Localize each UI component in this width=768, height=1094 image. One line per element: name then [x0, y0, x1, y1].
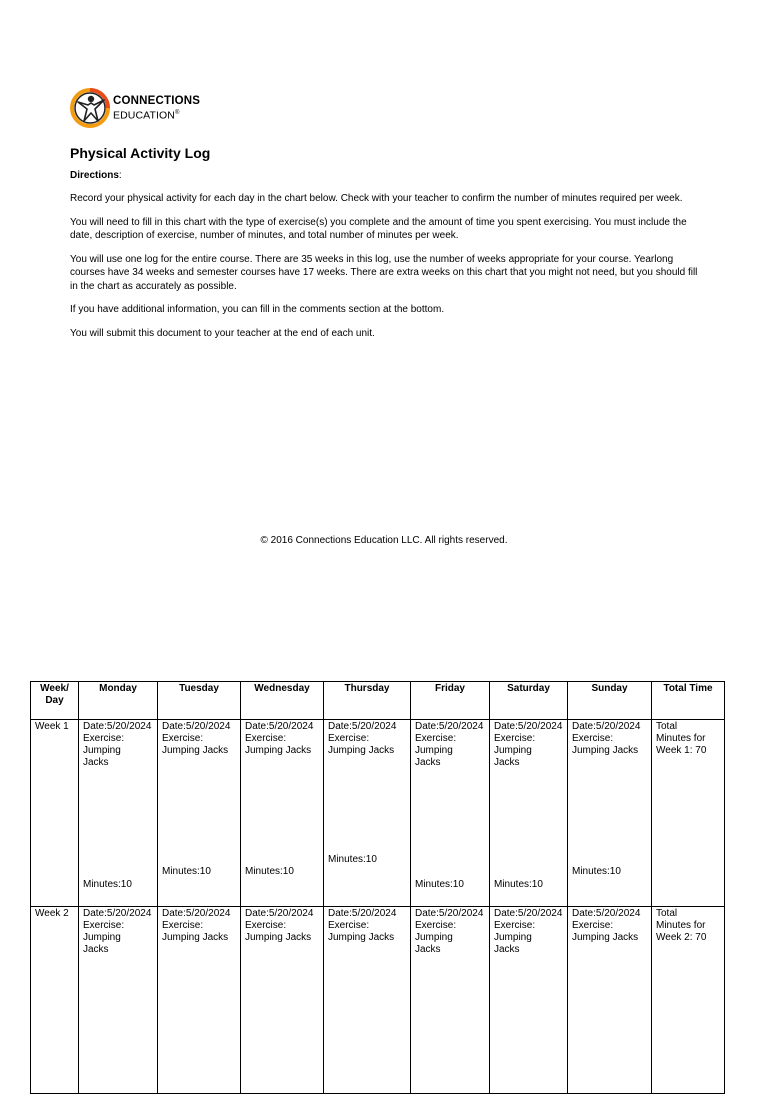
connections-logo-icon [70, 88, 110, 128]
cell-entry: Date:5/20/2024 Exercise: Jumping Jacks [328, 721, 397, 756]
header-tuesday: Tuesday [158, 682, 241, 720]
cell-entry: Date:5/20/2024 Exercise: Jumping Jacks [83, 721, 152, 768]
directions-colon: : [118, 170, 122, 181]
activity-log-table [30, 681, 725, 1094]
day-cell-monday[interactable] [79, 720, 158, 907]
cell-entry: Date:5/20/2024 Exercise: Jumping Jacks [494, 721, 563, 768]
directions-paragraph-2: You will need to fill in this chart with the type of exercise(s) you complete and the amount of time you spent exercising. You must include the date, description of exercise, number of minutes, and total number of minutes per week. [70, 216, 687, 241]
header-sunday: Sunday [568, 682, 652, 720]
header-friday: Friday [411, 682, 490, 720]
day-cell-wednesday[interactable] [241, 907, 324, 1094]
header-thursday: Thursday [324, 682, 411, 720]
cell-entry: Date:5/20/2024 Exercise: Jumping Jacks [162, 721, 231, 756]
total-time-cell[interactable] [652, 907, 725, 1094]
cell-entry: Date:5/20/2024 Exercise: Jumping Jacks [245, 721, 314, 756]
table-header-row [31, 682, 725, 720]
directions-paragraph-5: You will submit this document to your teacher at the end of each unit. [70, 327, 375, 339]
total-time-text: Total Minutes for Week 2: 70 [656, 908, 707, 943]
header-week-day: Week/ Day [31, 682, 79, 720]
day-cell-friday[interactable] [411, 907, 490, 1094]
day-cell-thursday[interactable] [324, 720, 411, 907]
cell-minutes: Minutes:10 [494, 879, 543, 890]
week-label: Week 2 [31, 907, 79, 1094]
day-cell-sunday[interactable] [568, 720, 652, 907]
cell-entry: Date:5/20/2024 Exercise: Jumping Jacks [572, 721, 641, 756]
cell-minutes: Minutes:10 [162, 866, 211, 877]
directions-label: Directions [70, 170, 119, 181]
cell-minutes: Minutes:10 [328, 854, 377, 865]
cell-entry: Date:5/20/2024 Exercise: Jumping Jacks [415, 908, 484, 955]
day-cell-tuesday[interactable] [158, 907, 241, 1094]
day-cell-sunday[interactable] [568, 907, 652, 1094]
cell-minutes: Minutes:10 [83, 879, 132, 890]
total-time-text: Total Minutes for Week 1: 70 [656, 721, 707, 756]
cell-entry: Date:5/20/2024 Exercise: Jumping Jacks [494, 908, 563, 955]
cell-minutes: Minutes:10 [415, 879, 464, 890]
directions-paragraph-3: You will use one log for the entire course. There are 35 weeks in this log, use the number of weeks appropriate for your course. Yearlong courses have 34 weeks and semester courses have 17 weeks. There are extra weeks on this chart that you might not need, but you should fill in the chart as accurately as possible. [70, 253, 698, 292]
day-cell-thursday[interactable] [324, 907, 411, 1094]
day-cell-wednesday[interactable] [241, 720, 324, 907]
header-wednesday: Wednesday [241, 682, 324, 720]
cell-entry: Date:5/20/2024 Exercise: Jumping Jacks [415, 721, 484, 768]
day-cell-saturday[interactable] [490, 720, 568, 907]
header-total-time: Total Time [652, 682, 725, 720]
total-time-cell[interactable] [652, 720, 725, 907]
document-content [70, 145, 700, 350]
table-row [31, 720, 725, 907]
cell-entry: Date:5/20/2024 Exercise: Jumping Jacks [328, 908, 397, 943]
cell-entry: Date:5/20/2024 Exercise: Jumping Jacks [245, 908, 314, 943]
page-title: Physical Activity Log [70, 145, 211, 161]
day-cell-friday[interactable] [411, 720, 490, 907]
cell-entry: Date:5/20/2024 Exercise: Jumping Jacks [572, 908, 641, 943]
week-label: Week 1 [31, 720, 79, 907]
logo-line2-text: EDUCATION [113, 109, 175, 122]
day-cell-saturday[interactable] [490, 907, 568, 1094]
cell-entry: Date:5/20/2024 Exercise: Jumping Jacks [83, 908, 152, 955]
day-cell-tuesday[interactable] [158, 720, 241, 907]
logo-line2 [113, 107, 200, 122]
copyright-footer: © 2016 Connections Education LLC. All rights reserved. [260, 535, 508, 546]
logo-registered-mark: ® [174, 109, 180, 116]
directions-heading [70, 169, 700, 182]
directions-paragraph-1: Record your physical activity for each day in the chart below. Check with your teacher to confirm the number of minutes required per week. [70, 193, 683, 204]
table-row [31, 907, 725, 1094]
connections-education-logo [70, 88, 200, 128]
header-saturday: Saturday [490, 682, 568, 720]
cell-minutes: Minutes:10 [245, 866, 294, 877]
cell-minutes: Minutes:10 [572, 866, 621, 877]
directions-paragraph-4: If you have additional information, you can fill in the comments section at the bottom. [70, 304, 445, 315]
logo-line1: CONNECTIONS [113, 94, 201, 107]
day-cell-monday[interactable] [79, 907, 158, 1094]
header-monday: Monday [79, 682, 158, 720]
cell-entry: Date:5/20/2024 Exercise: Jumping Jacks [162, 908, 231, 943]
